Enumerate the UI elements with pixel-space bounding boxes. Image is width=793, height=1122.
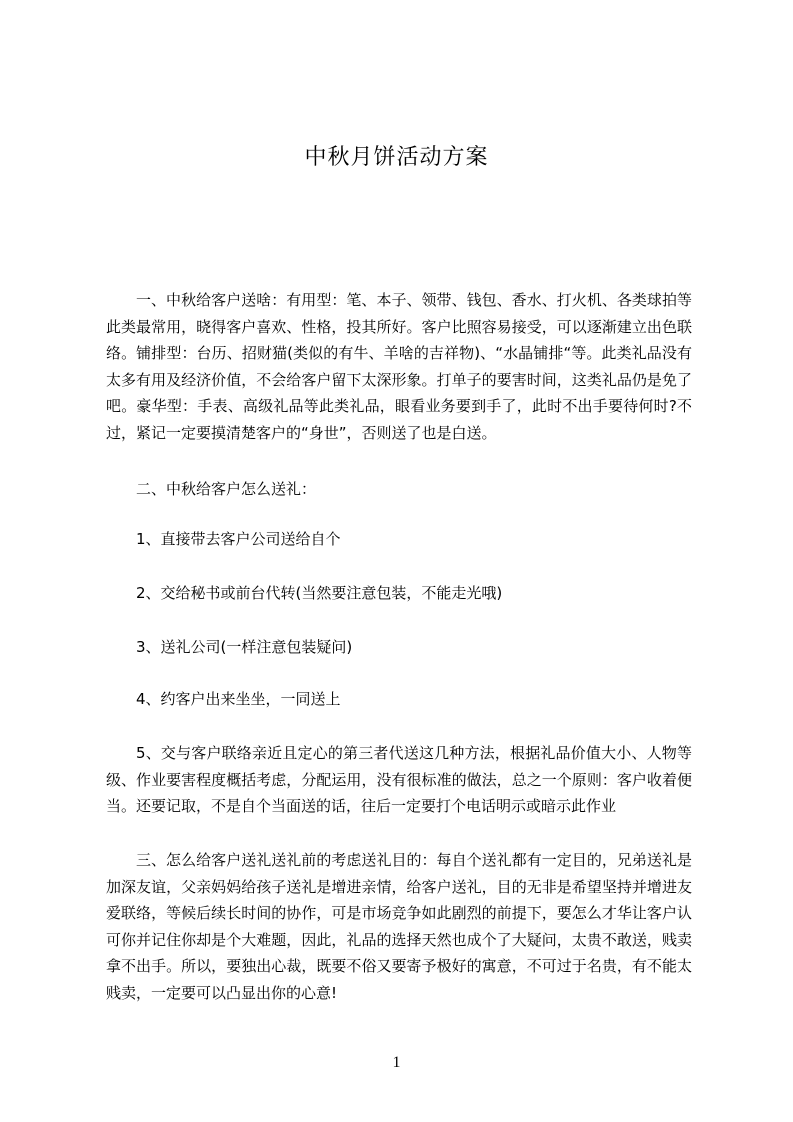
section-2-heading: 二、中秋给客户怎么送礼： — [136, 480, 317, 498]
page-number: 1 — [392, 1054, 401, 1071]
section-2-item-3: 3、送礼公司(一样注意包装疑问) — [136, 638, 353, 656]
section-2-item-1: 1、直接带去客户公司送给自个 — [136, 530, 341, 548]
section-2-item-5: 5、交与客户联络亲近且定心的第三者代送这几种方法，根据礼品价值大小、人物等级、作业要害程度概括考虑，分配运用，没有很标准的做法，总之一个原则：客户收着便当。还要记取，不是自个当面送的话，往后一定要打个电话明示或暗示此作业 — [106, 744, 692, 815]
section-2-item-4: 4、约客户出来坐坐，一同送上 — [136, 690, 341, 708]
section-3-paragraph: 三、怎么给客户送礼送礼前的考虑送礼目的：每自个送礼都有一定目的，兄弟送礼是加深友谊，父亲妈妈给孩子送礼是增进亲情，给客户送礼，目的无非是希望坚持并增进友爱联络，等候后续长时间的协作，可是市场竞争如此剧烈的前提下，要怎么才华让客户认可你并记住你却是个大难题，因此，礼品的选择天然也成个了大疑问，太贵不敢送，贱卖拿不出手。所以，要独出心裁，既要不俗又要寄予极好的寓意，不可过于名贵，有不能太贱卖，一定要可以凸显出你的心意! — [106, 851, 692, 1002]
section-2-item-2: 2、交给秘书或前台代转(当然要注意包装，不能走光哦) — [136, 584, 503, 602]
section-1-paragraph: 一、中秋给客户送啥：有用型：笔、本子、领带、钱包、香水、打火机、各类球拍等此类最常用，晓得客户喜欢、性格，投其所好。客户比照容易接受，可以逐渐建立出色联络。铺排型：台历、招财猫(类似的有牛、羊啥的吉祥物)、“水晶铺排“等。此类礼品没有太多有用及经济价值，不会给客户留下太深形象。打单子的要害时间，这类礼品仍是免了吧。豪华型：手表、高级礼品等此类礼品，眼看业务要到手了，此时不出手要待何时?不过，紧记一定要摸清楚客户的“身世”，否则送了也是白送。 — [106, 291, 692, 442]
document-title: 中秋月饼活动方案 — [304, 145, 489, 170]
